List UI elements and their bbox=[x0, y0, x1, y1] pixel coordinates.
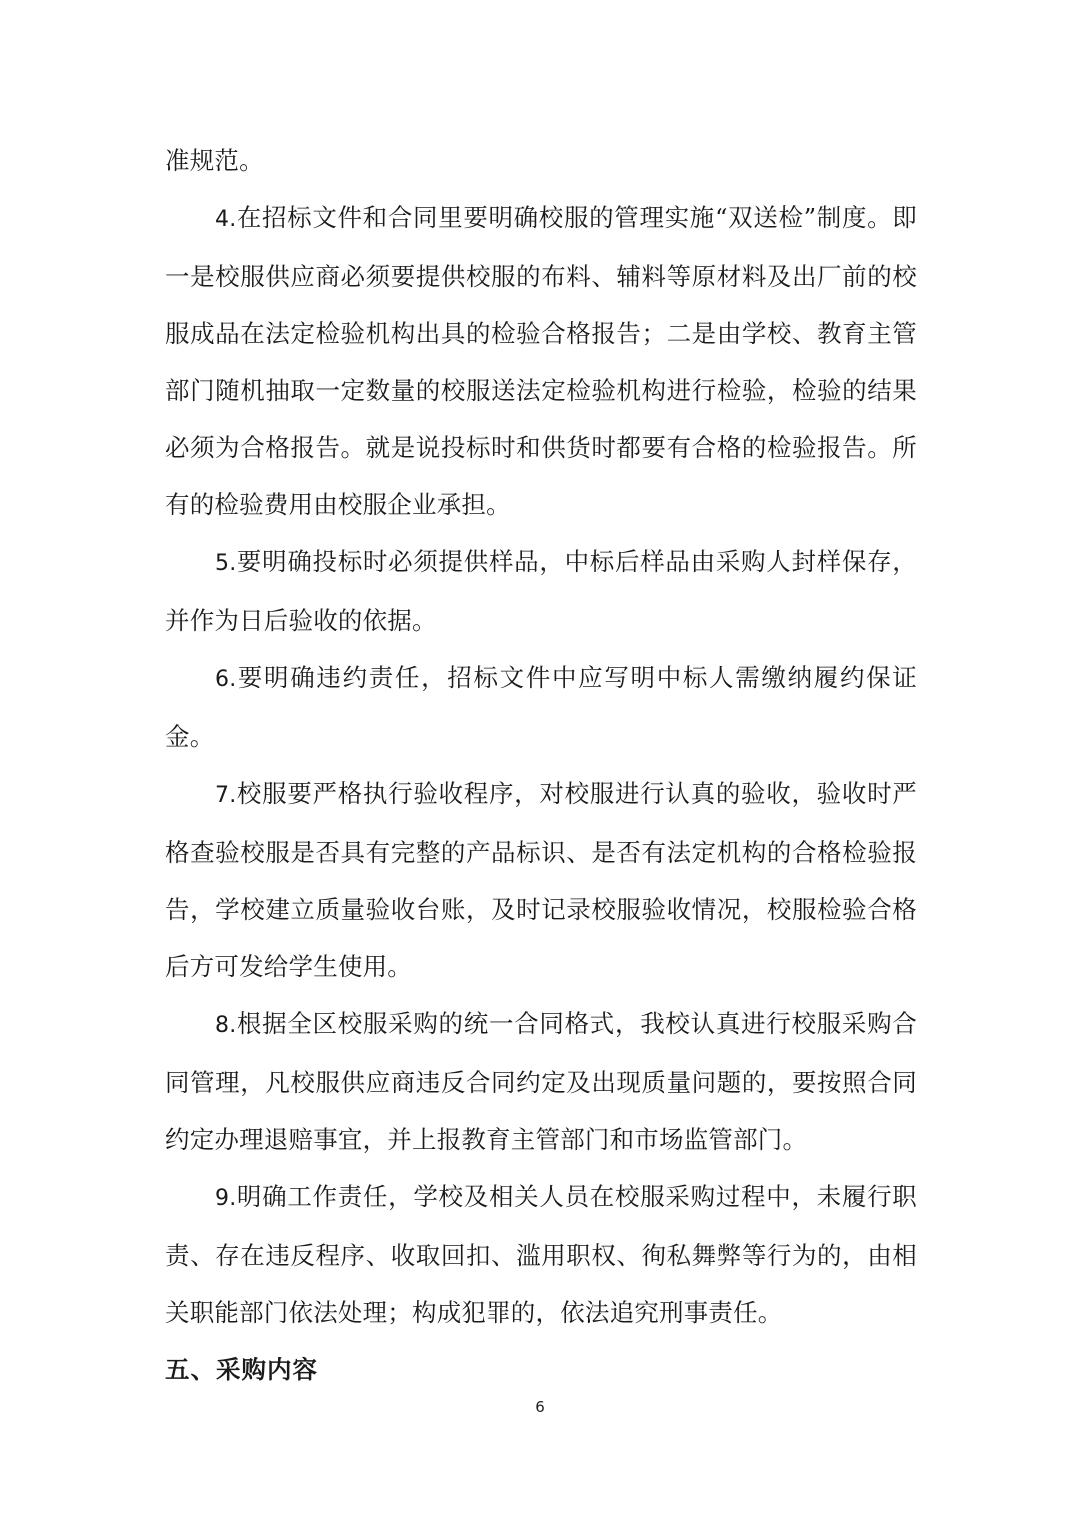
paragraph-item-8 bbox=[165, 995, 917, 1168]
paragraph-text: 明确工作责任，学校及相关人员在校服采购过程中，未履行职责、存在违反程序、收取回扣、滥用职权、徇私舞弊等行为的，由相关职能部门依法处理；构成犯罪的，依法追究刑事责任。 bbox=[165, 1182, 917, 1327]
paragraph-text: 校服要严格执行验收程序，对校服进行认真的验收，验收时严格查验校服是否具有完整的产品标识、是否有法定机构的合格检验报告，学校建立质量验收台账，及时记录校服验收情况，校服检验合格后方可发给学生使用。 bbox=[165, 779, 917, 981]
paragraph-item-6 bbox=[165, 649, 917, 765]
paragraph-item-9 bbox=[165, 1168, 917, 1341]
section-heading: 五、采购内容 bbox=[165, 1355, 318, 1384]
paragraph-item-5 bbox=[165, 533, 917, 649]
item-number: 6. bbox=[215, 667, 237, 692]
page-number: 6 bbox=[535, 1398, 545, 1416]
paragraph-text: 要明确投标时必须提供样品，中标后样品由采购人封样保存，并作为日后验收的依据。 bbox=[165, 547, 917, 635]
paragraph-text: 根据全区校服采购的统一合同格式，我校认真进行校服采购合同管理，凡校服供应商违反合同约定及出现质量问题的，要按照合同约定办理退赔事宜，并上报教育主管部门和市场监管部门。 bbox=[165, 1009, 917, 1154]
paragraph-item-4 bbox=[165, 189, 917, 533]
paragraph-item-7 bbox=[165, 765, 917, 995]
item-number: 4. bbox=[215, 207, 237, 232]
item-number: 5. bbox=[215, 551, 237, 576]
paragraph-continuation bbox=[165, 132, 917, 189]
paragraph-text: 准规范。 bbox=[165, 146, 264, 175]
item-number: 9. bbox=[215, 1186, 237, 1211]
item-number: 7. bbox=[215, 783, 237, 808]
item-number: 8. bbox=[215, 1013, 237, 1038]
paragraph-text: 要明确违约责任，招标文件中应写明中标人需缴纳履约保证金。 bbox=[165, 663, 917, 751]
paragraph-text: 在招标文件和合同里要明确校服的管理实施“双送检”制度。即一是校服供应商必须要提供校服的布料、辅料等原材料及出厂前的校服成品在法定检验机构出具的检验合格报告；二是由学校、教育主管部门随机抽取一定数量的校服送法定检验机构进行检验，检验的结果必须为合格报告。就是说投标时和供货时都要有合格的检验报告。所有的检验费用由校服企业承担。 bbox=[165, 203, 917, 519]
document-body bbox=[165, 132, 917, 1398]
